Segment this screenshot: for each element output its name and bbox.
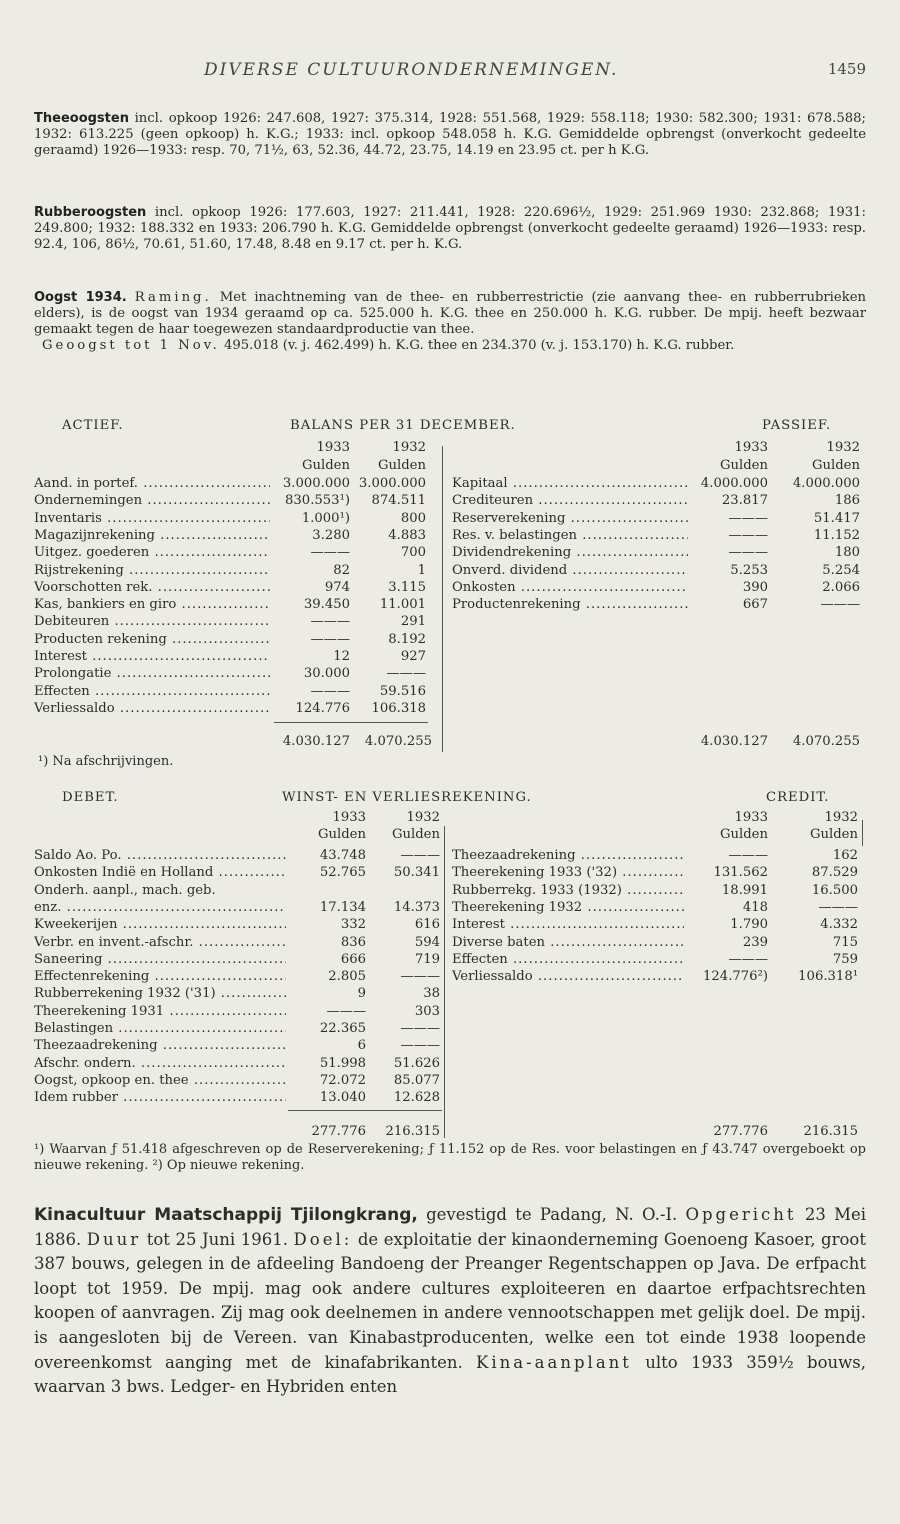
balans-actief-row-value-1932: 8.192 [388,631,426,647]
kinacultuur-heading: Kinacultuur Maatschappij Tjilongkrang, [34,1205,418,1225]
kinacultuur-paragraph [34,1203,866,1400]
winst-credit-row-value-1933: 418 [742,899,768,915]
debet-total-1932: 216.315 [385,1124,440,1139]
balans-passief-row-label: Onkosten ..... [452,580,688,596]
balans-actief-row-value-1932: 700 [400,545,426,561]
balans-actief-row-value-1933: 124.776 [295,700,350,716]
balans-passief-row-value-1933: 4.000.000 [700,476,768,491]
actief-heading: ACTIEF. [62,418,124,433]
balans-actief-row-value-1932: 927 [400,649,426,664]
balans-passief-row-value-1933: 23.817 [721,493,768,509]
balans-table [34,418,866,778]
balans-actief-row-label: Verliessaldo ..... [34,701,270,717]
balans-actief-row-value-1933: ——— [310,545,350,561]
winst-credit-row-value-1932: 162 [832,848,858,863]
balans-passief-row [34,493,866,509]
rubberoogsten-text: incl. opkoop 1926: 177.603, 1927: 211.441, 1928: 220.696½, 1929: 251.969 1930: 232.868; 1931: 249.800; 1932: 188.332 en 1933: 206.790 h. K.G. Gemiddelde opbrengst (onverkocht gedeelte geraamd) 1926—1933: resp. 92.4, 106, 86½, 70.61, 51.60, 17.48, 8.48 en 9.17 ct. per h. K.G. [34,205,866,252]
geoogst-text: 495.018 (v. j. 462.499) h. K.G. thee en 234.370 (v. j. 153.170) h. K.G. rubber. [219,338,735,353]
balans-passief-row-value-1932: 4.000.000 [792,476,860,491]
winst-debet-row-label: Rubberrekening 1932 ('31) ..... [34,986,286,1002]
winst-debet-row-value-1932: 12.628 [393,1090,440,1106]
credit-total-1933: 277.776 [713,1124,768,1139]
debet-total-rule [288,1110,442,1111]
winst-debet-row-value-1932: ——— [400,1038,440,1054]
balans-actief-row-value-1933: ——— [310,631,350,647]
winst-debet-row-label: Verbr. en invent.-afschr. ..... [34,935,286,951]
winst-debet-row-value-1933: 666 [340,951,366,967]
winst-debet-row-value-1933: 17.134 [319,899,366,915]
winst-debet-row [34,986,866,1002]
winst-credit-row-label: Rubberrekg. 1933 (1932) ..... [452,883,684,899]
winst-credit-row [34,900,866,916]
balans-actief-row-label: Voorschotten rek. ..... [34,580,270,596]
balans-actief-row-value-1933: 30.000 [303,666,350,682]
winst-debet-row-label: Kweekerijen ..... [34,917,286,933]
debet-total-1933: 277.776 [311,1124,366,1139]
balans-actief-row-value-1932: 1 [417,562,426,578]
balans-actief-row-label: Producten rekening ..... [34,632,270,648]
debet-heading: DEBET. [62,790,119,805]
winst-credit-unit2: Gulden [810,827,858,842]
balans-passief-row-label: Res. v. belastingen ..... [452,528,688,544]
passief-heading: PASSIEF. [762,418,832,433]
running-header [34,60,866,84]
winst-debet-row [34,1004,866,1020]
balans-passief-year1: 1933 [734,440,768,455]
balans-actief-row-value-1933: 1.000¹) [301,510,350,526]
balans-actief-row-value-1932: 59.516 [379,683,426,699]
balans-passief-year2: 1932 [826,440,860,455]
winst-debet-row [34,1090,866,1106]
winst-debet-row-label: Belastingen ..... [34,1021,286,1037]
balans-passief-row-label: Crediteuren ..... [452,493,688,509]
kina-doel: Doel: [293,1229,353,1249]
balans-actief-row-value-1932: 291 [400,614,426,630]
balans-actief-row-label: Inventaris ..... [34,511,270,527]
kina-text-2: 23 Mei 1886. [34,1205,866,1249]
balans-actief-row-value-1933: 830.553¹) [285,493,350,509]
balans-actief-row-label: Debiteuren ..... [34,614,270,630]
winst-credit-row [34,935,866,951]
theeoogsten-paragraph [34,111,866,159]
winst-debet-row-value-1933: 6 [357,1038,366,1054]
winst-debet-row-value-1932: 303 [414,1003,440,1019]
winst-debet-row-value-1932: 719 [414,951,440,967]
winst-right-bar [862,820,863,846]
balans-actief-row-value-1932: 3.115 [388,579,426,595]
winst-debet-row-value-1932: ——— [400,848,440,863]
balans-passief-row-value-1932: 5.254 [822,562,860,578]
balans-passief-row-label: Reserverekening ..... [452,511,688,527]
balans-actief-row [34,632,866,648]
winst-credit-row-value-1933: 239 [742,934,768,950]
winst-debet-row-label: Effectenrekening ..... [34,969,286,985]
balans-actief-row-value-1933: 3.280 [312,527,350,543]
winst-debet-row-value-1933: 13.040 [319,1090,366,1106]
balans-actief-row-value-1933: ——— [310,614,350,630]
actief-total-rule [274,722,428,723]
winst-credit-row [34,848,866,864]
winst-debet-row [34,1056,866,1072]
balans-actief-row-value-1932: 874.511 [371,493,426,509]
balans-passief-row-value-1933: ——— [728,545,768,561]
credit-total-1932: 216.315 [803,1124,858,1139]
balans-actief-row [34,666,866,682]
balans-passief-row-value-1932: 11.152 [813,527,860,543]
winst-debet-row-label: Onkosten Indië en Holland ..... [34,865,286,881]
oogst-text: Met inachtneming van de thee- en rubberrestrictie (zie aanvang thee- en rubberrubrieken elders), is de oogst van 1934 geraamd op ca. 525.000 h. K.G. thee en 250.000 h. K.G. rubber. De mpij. heeft bezwaar gemaakt tegen de haar toegewezen standaardproductie van thee. [34,290,866,337]
winst-debet-row-value-1933: 332 [340,917,366,933]
theeoogsten-text: incl. opkoop 1926: 247.608, 1927: 375.314, 1928: 551.568, 1929: 558.118; 1930: 582.300; 1931: 678.588; 1932: 613.225 (geen opkoop) h. K.G.; 1933: incl. opkoop 548.058 h. K.G. Gemiddelde opbrengst (onverkocht gedeelte geraamd) 1926—1933: resp. 70, 71½, 63, 52.36, 44.72, 23.75, 14.19 en 23.95 ct. per h K.G. [34,111,866,158]
winst-debet-row-label: Saldo Ao. Po. ..... [34,848,286,864]
balans-passief-row [34,563,866,579]
winst-debet-row-value-1933: 22.365 [319,1021,366,1036]
winst-credit-row-value-1932: 715 [832,934,858,950]
winst-credit-row-value-1933: 1.790 [730,917,768,933]
balans-passief-row-value-1933: 390 [742,579,768,595]
rubberoogsten-heading: Rubberoogsten [34,205,147,220]
balans-passief-row-value-1932: 186 [834,493,860,509]
passief-total-1933: 4.030.127 [700,734,768,749]
winst-credit-row-label: Effecten ..... [452,952,684,968]
balans-actief-row-value-1933: ——— [310,683,350,699]
balans-actief-row-label: Magazijnrekening ..... [34,528,270,544]
winst-credit-unit1: Gulden [720,827,768,842]
balans-actief-row-value-1932: 11.001 [379,597,426,613]
winst-verlies-table [34,790,866,1190]
balans-passief-row-value-1933: ——— [728,510,768,526]
balans-actief-row-value-1933: 12 [333,649,350,664]
balans-actief-unit2: Gulden [378,458,426,473]
winst-debet-row-label: Afschr. ondern. ..... [34,1056,286,1072]
winst-debet-row-value-1933: 52.765 [319,865,366,881]
winst-debet-row-value-1933: 72.072 [319,1072,366,1088]
running-title: DIVERSE CULTUURONDERNEMINGEN. [204,60,619,80]
winst-debet-row [34,1021,866,1037]
balans-passief-row-label: Onverd. dividend ..... [452,563,688,579]
oogst-heading: Oogst 1934. [34,290,127,305]
winst-credit-row [34,952,866,968]
winst-debet-row-label: Oogst, opkoop en. thee ..... [34,1073,286,1089]
credit-heading: CREDIT. [766,790,830,805]
balans-actief-row-value-1932: 106.318 [371,700,426,716]
winst-debet-unit1: Gulden [318,827,366,842]
kina-duur: Duur [86,1229,142,1249]
balans-divider [442,446,443,752]
balans-actief-row-value-1933: 82 [333,562,350,578]
balans-actief-year2: 1932 [392,440,426,455]
winst-credit-row-label: Theezaadrekening ..... [452,848,684,864]
balans-passief-row [34,545,866,561]
balans-passief-row-value-1932: 51.417 [813,510,860,526]
balans-passief-row-value-1932: 2.066 [822,579,860,595]
balans-actief-row [34,614,866,630]
winst-debet-row-value-1933: 9 [357,986,366,1002]
winst-credit-row-value-1932: 16.500 [811,882,858,898]
winst-debet-row-label: Theerekening 1931 ..... [34,1004,286,1020]
winst-credit-row [34,883,866,899]
winst-credit-row-value-1933: 124.776²) [703,969,768,985]
winst-debet-row-value-1933: 51.998 [319,1055,366,1071]
actief-total-1933: 4.030.127 [282,734,350,749]
balans-footnote: ¹) Na afschrijvingen. [38,754,174,769]
winst-debet-row [34,1073,866,1089]
balans-actief-row-value-1932: 3.000.000 [358,476,426,491]
balans-actief-row-label: Effecten ..... [34,684,270,700]
balans-passief-unit2: Gulden [812,458,860,473]
balans-actief-row-label: Interest ..... [34,649,270,665]
winst-credit-row-label: Diverse baten ..... [452,935,684,951]
winst-debet-row-label: enz. ..... [34,900,286,916]
winst-credit-row-value-1933: ——— [728,848,768,863]
balans-actief-row-value-1932: 800 [400,510,426,526]
winst-credit-row-value-1933: 131.562 [713,865,768,881]
balans-actief-row-label: Kas, bankiers en giro ..... [34,597,270,613]
balans-actief-row-value-1932: ——— [386,666,426,682]
balans-actief-row [34,684,866,700]
balans-passief-row [34,528,866,544]
winst-credit-year2: 1932 [824,810,858,825]
winst-debet-row-value-1932: 594 [414,934,440,950]
winst-debet-row-value-1932: ——— [400,969,440,985]
page-number: 1459 [827,60,866,78]
balans-passief-row-value-1933: 667 [742,597,768,613]
balans-passief-row-label: Kapitaal ..... [452,476,688,492]
winst-credit-row [34,865,866,881]
winst-debet-row-value-1932: 14.373 [393,899,440,915]
winst-credit-row [34,917,866,933]
winst-debet-row [34,1038,866,1054]
balans-passief-row-value-1932: ——— [820,597,860,613]
winst-credit-row-value-1932: 87.529 [811,865,858,881]
winst-credit-row-label: Verliessaldo ..... [452,969,684,985]
winst-debet-row-value-1932: 616 [414,917,440,933]
winst-debet-row-value-1932: 50.341 [393,865,440,881]
balans-actief-row-label: Aand. in portef. ..... [34,476,270,492]
balans-actief-row [34,649,866,665]
balans-actief-unit1: Gulden [302,458,350,473]
kina-aanplant: Kina-aanplant [476,1352,632,1372]
theeoogsten-heading: Theeoogsten [34,111,129,126]
kina-text-4: de exploitatie der kinaonderneming Goenoeng Kasoer, groot 387 bouws, gelegen in de afdeeling Bandoeng der Preanger Regentschappen op Java. De erfpacht loopt tot 1959. De mpij. mag ook andere cultures exploiteeren en daartoe erfpachtsrechten koopen of aanvragen. Zij mag ook deelnemen in andere vennootschappen met gelijk doel. De mpij. is aangesloten bij de Vereen. van Kinabastproducenten, welke een tot einde 1938 loopende overeenkomst aanging met de kinafabrikanten. [34,1229,867,1372]
winst-credit-year1: 1933 [734,810,768,825]
oogst-raming: Raming. [134,290,212,305]
balans-passief-row-value-1933: ——— [728,527,768,543]
kina-text-1: gevestigd te Padang, N. O.-I. [417,1205,686,1224]
balans-passief-row-value-1933: 5.253 [730,562,768,578]
balans-actief-row-label: Rijstrekening ..... [34,563,270,579]
balans-passief-row [34,597,866,613]
balans-actief-row-value-1933: 39.450 [303,597,350,613]
winst-debet-row-label: Onderh. aanpl., mach. geb. [34,882,216,898]
winst-debet-unit2: Gulden [392,827,440,842]
balans-actief-row-label: Ondernemingen ..... [34,493,270,509]
winst-credit-row-value-1932: 4.332 [820,917,858,933]
balans-actief-year1: 1933 [316,440,350,455]
winst-debet-row-value-1932: 38 [423,986,440,1002]
winst-debet-row-value-1933: 2.805 [328,969,366,985]
kina-text-5: ulto 1933 359½ bouws, waarvan 3 bws. Ledger- en Hybriden enten [34,1352,866,1397]
winst-debet-year1: 1933 [332,810,366,825]
balans-passief-row-value-1932: 180 [834,545,860,561]
winst-credit-row-label: Interest ..... [452,917,684,933]
winst-credit-row-label: Theerekening 1933 ('32) ..... [452,865,684,881]
balans-actief-row-label: Uitgez. goederen ..... [34,545,270,561]
actief-total-1932: 4.070.255 [364,734,432,749]
passief-total-1932: 4.070.255 [792,734,860,749]
winst-debet-row-value-1933: 836 [340,934,366,950]
balans-passief-row-label: Productenrekening ..... [452,597,688,613]
winst-divider [444,826,445,1138]
winst-debet-row-value-1932: 51.626 [393,1055,440,1071]
balans-actief-row-value-1932: 4.883 [388,527,426,543]
kina-text-3: tot 25 Juni 1961. [141,1229,294,1249]
balans-actief-row-value-1933: 974 [324,579,350,595]
winst-heading: WINST- EN VERLIESREKENING. [282,790,532,805]
geoogst-label: Geoogst tot 1 Nov. [42,338,220,353]
winst-debet-year2: 1932 [406,810,440,825]
balans-actief-row-value-1933: 3.000.000 [282,476,350,491]
winst-debet-row-value-1932: ——— [400,1021,440,1036]
winst-debet-row-value-1932: 85.077 [393,1072,440,1088]
winst-credit-row-value-1932: 106.318¹ [798,969,858,985]
balans-passief-unit1: Gulden [720,458,768,473]
winst-credit-row-value-1933: 18.991 [721,882,768,898]
oogst-paragraph [34,290,866,354]
winst-debet-row-value-1933: 43.748 [319,848,366,863]
winst-credit-row-label: Theerekening 1932 ..... [452,900,684,916]
winst-debet-row-value-1933: ——— [326,1003,366,1019]
balans-passief-row [34,511,866,527]
kina-opgericht: Opgericht [685,1205,797,1224]
balans-heading: BALANS PER 31 DECEMBER. [290,418,516,433]
winst-credit-row-value-1932: 759 [832,951,858,967]
winst-footnote: ¹) Waarvan ƒ 51.418 afgeschreven op de Reserverekening; ƒ 11.152 op de Res. voor belastingen en ƒ 43.747 overgeboekt op nieuwe rekening. ²) Op nieuwe rekening. [34,1142,866,1173]
winst-debet-row-label: Saneering ..... [34,952,286,968]
winst-credit-row-value-1933: ——— [728,951,768,967]
winst-debet-row-label: Idem rubber ..... [34,1090,286,1106]
balans-actief-row [34,701,866,717]
winst-credit-row-value-1932: ——— [818,899,858,915]
rubberoogsten-paragraph [34,205,866,253]
balans-passief-row-label: Dividendrekening ..... [452,545,688,561]
balans-passief-row [34,580,866,596]
balans-actief-row-label: Prolongatie ..... [34,666,270,682]
balans-passief-row [34,476,866,492]
winst-credit-row [34,969,866,985]
winst-debet-row-label: Theezaadrekening ..... [34,1038,286,1054]
